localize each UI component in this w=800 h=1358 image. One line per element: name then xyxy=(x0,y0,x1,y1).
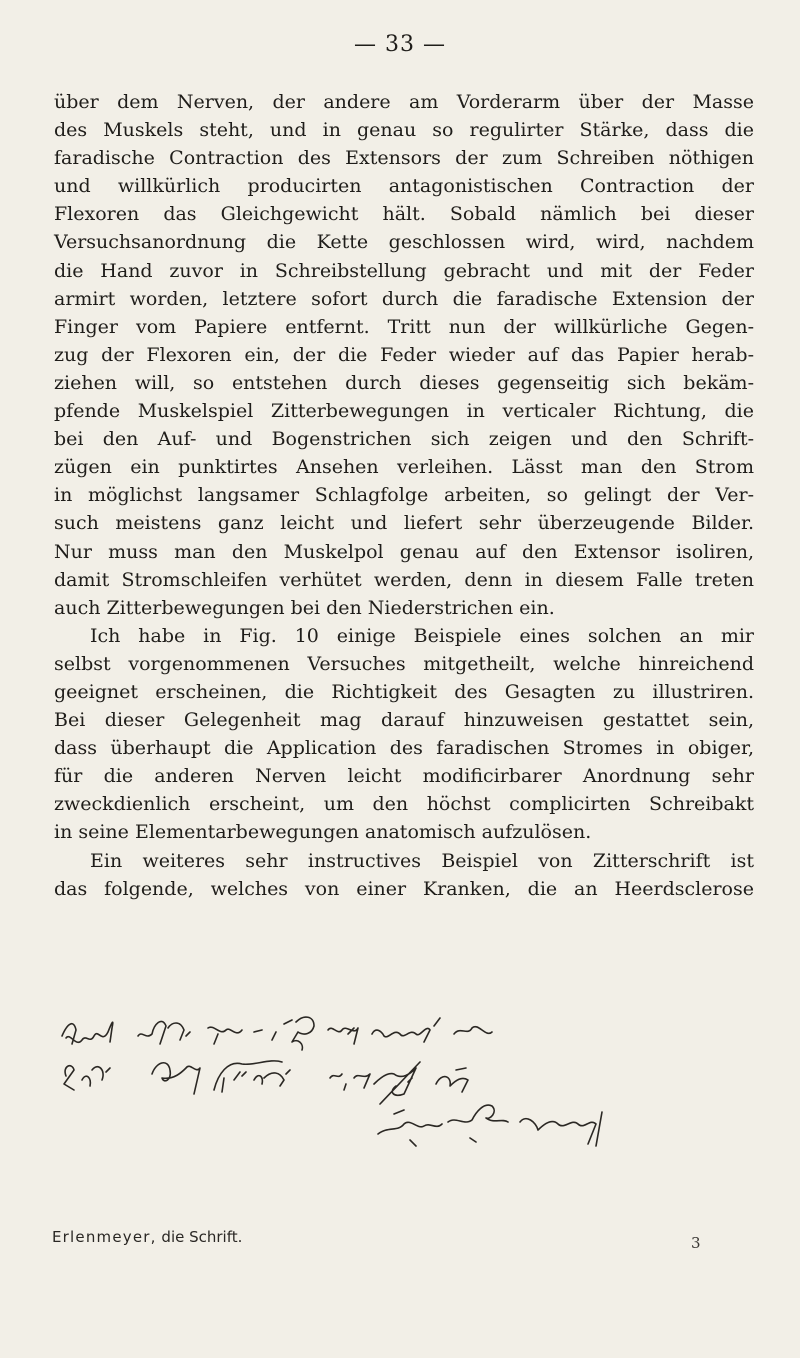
paragraph-3 xyxy=(54,847,754,903)
handwriting-word xyxy=(520,1112,602,1146)
text-line: die Hand zuvor in Schreibstellung gebracht und mit der Feder xyxy=(54,259,754,282)
paragraph-1 xyxy=(54,88,754,622)
text-line: in seine Elementarbewegungen anatomisch aufzulösen. xyxy=(54,821,592,844)
handwriting-word xyxy=(62,1022,113,1044)
handwriting-word xyxy=(372,1018,440,1042)
text-line: Finger vom Papiere entfernt. Tritt nun der willkürliche Gegen- xyxy=(54,315,754,338)
text-line: armirt worden, letztere sofort durch die faradische Extension der xyxy=(54,287,754,310)
handwriting-word xyxy=(284,1017,314,1050)
handwriting-word xyxy=(378,1110,442,1146)
text-line: Bei dieser Gelegenheit mag darauf hinzuweisen gestattet sein, xyxy=(54,709,754,732)
handwriting-word xyxy=(208,1027,242,1044)
text-line: damit Stromschleifen verhütet werden, denn in diesem Falle treten xyxy=(54,568,754,591)
handwriting-word xyxy=(254,1030,276,1040)
footer-citation xyxy=(52,1228,242,1246)
handwriting-word xyxy=(138,1021,190,1044)
text-line: geeignet erscheinen, die Richtigkeit des Gesagten zu illustriren. xyxy=(54,680,754,703)
text-line: zug der Flexoren ein, der die Feder wieder auf das Papier herab- xyxy=(54,343,754,366)
author-name: Erlenmeyer, xyxy=(52,1228,157,1246)
handwriting-word xyxy=(374,1062,420,1104)
handwriting-word xyxy=(214,1061,282,1092)
text-line: Ich habe in Fig. 10 einige Beispiele eines solchen an mir xyxy=(90,624,754,647)
handwriting-word xyxy=(64,1066,110,1090)
text-line: Flexoren das Gleichgewicht hält. Sobald nämlich bei dieser xyxy=(54,203,754,226)
text-line: pfende Muskelspiel Zitterbewegungen in verticaler Richtung, die xyxy=(54,400,754,423)
handwriting-word xyxy=(448,1105,508,1142)
body-text xyxy=(54,88,754,903)
text-line: über dem Nerven, der andere am Vorderarm über der Masse xyxy=(54,91,754,113)
text-line: in möglichst langsamer Schlagfolge arbeiten, so gelingt der Ver- xyxy=(54,484,754,507)
text-line: such meistens ganz leicht und liefert sehr überzeugende Bilder. xyxy=(54,512,754,535)
handwriting-word xyxy=(436,1068,468,1092)
handwriting-word xyxy=(328,1028,358,1044)
text-line: auch Zitterbewegungen bei den Niederstrichen ein. xyxy=(54,596,555,619)
handwriting-word xyxy=(454,1027,492,1034)
text-line: Ein weiteres sehr instructives Beispiel von Zitterschrift ist xyxy=(90,849,754,872)
paragraph-2 xyxy=(54,622,754,847)
text-line: zügen ein punktirtes Ansehen verleihen. Lässt man den Strom xyxy=(54,456,754,479)
text-line: dass überhaupt die Application des faradischen Stromes in obiger, xyxy=(54,737,754,760)
handwriting-word xyxy=(152,1063,200,1094)
text-line: zweckdienlich erscheint, um den höchst complicirten Schreibakt xyxy=(54,793,754,816)
text-line: des Muskels steht, und in genau so regulirter Stärke, dass die xyxy=(54,119,754,142)
handwriting-word xyxy=(254,1070,290,1086)
text-line: Versuchsanordnung die Kette geschlossen wird, wird, nachdem xyxy=(54,231,754,254)
handwriting-word xyxy=(330,1074,370,1090)
text-line: selbst vorgenommenen Versuches mitgetheilt, welche hinreichend xyxy=(54,652,754,675)
text-line: faradische Contraction des Extensors der zum Schreiben nöthigen xyxy=(54,147,754,170)
text-line: für die anderen Nerven leicht modificirbarer Anordnung sehr xyxy=(54,765,754,788)
signature-mark: 3 xyxy=(691,1234,701,1252)
text-line: Nur muss man den Muskelpol genau auf den Extensor isoliren, xyxy=(54,540,754,563)
page-number: — 33 — xyxy=(354,32,446,57)
text-line: ziehen will, so entstehen durch dieses gegenseitig sich bekäm- xyxy=(54,371,754,394)
text-line: bei den Auf- und Bogenstrichen sich zeigen und den Schrift- xyxy=(54,428,754,451)
text-line: das folgende, welches von einer Kranken, die an Heerdsclerose xyxy=(54,877,754,900)
text-line: und willkürlich producirten antagonistischen Contraction der xyxy=(54,175,754,198)
tremor-handwriting-sample xyxy=(58,1014,718,1154)
book-title: die Schrift. xyxy=(161,1228,243,1246)
